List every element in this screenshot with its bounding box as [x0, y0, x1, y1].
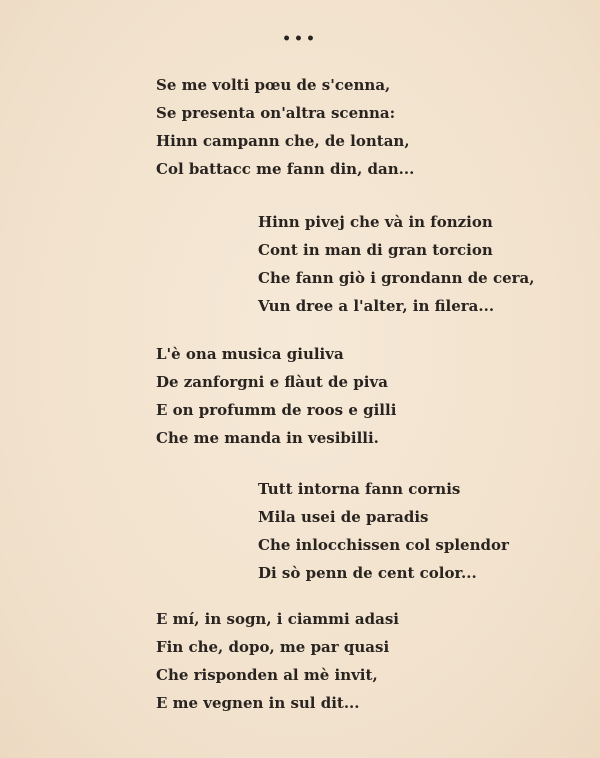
stanza-4 [258, 475, 509, 587]
stanza-2 [258, 208, 534, 320]
verse-line: Che fann giò i grondann de cera, [258, 269, 535, 287]
verse-line: Se presenta on'altra scenna: [156, 104, 396, 122]
verse-line: Che me manda in vesibilli. [156, 429, 379, 447]
verse-line: Hinn campann che, de lontan, [156, 132, 410, 150]
ornament-dots: ••• [282, 31, 318, 47]
verse-line: L'è ona musica giuliva [156, 345, 344, 363]
verse-line: Cont in man di gran torcion [258, 241, 493, 259]
verse-line: E me vegnen in sul dit... [156, 694, 360, 712]
verse-line: Col battacc me fann din, dan... [156, 160, 415, 178]
verse-line: Che inlocchissen col splendor [258, 536, 509, 554]
verse-line: Che risponden al mè invit, [156, 666, 378, 684]
verse-line: E mí, in sogn, i ciammi adasi [156, 610, 399, 628]
verse-line: E on profumm de roos e gilli [156, 401, 397, 419]
verse-line: Se me volti pœu de s'cenna, [156, 76, 391, 94]
stanza-5 [156, 605, 399, 717]
verse-line: Di sò penn de cent color... [258, 564, 477, 582]
verse-line: Fin che, dopo, me par quasi [156, 638, 390, 656]
stanza-1 [156, 71, 414, 183]
verse-line: Mila usei de paradis [258, 508, 429, 526]
stanza-3 [156, 340, 396, 452]
verse-line: Vun dree a l'alter, in filera... [258, 297, 495, 315]
verse-line: Hinn pivej che và in fonzion [258, 213, 493, 231]
verse-line: De zanforgni e flàut de piva [156, 373, 388, 391]
verse-line: Tutt intorna fann cornis [258, 480, 461, 498]
